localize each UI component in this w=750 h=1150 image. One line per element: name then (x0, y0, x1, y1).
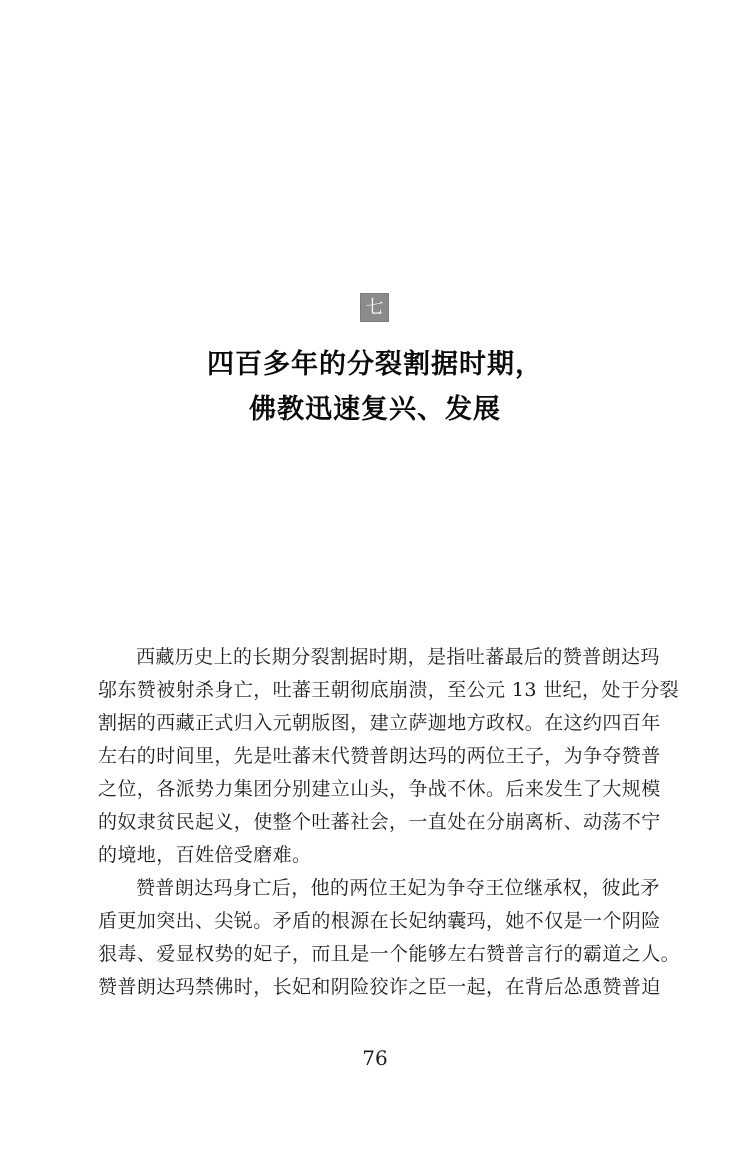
body-line: 狠毒、爱显权势的妃子，而且是一个能够左右赞普言行的霸道之人。 (98, 943, 681, 965)
body-line: 邬东赞被射杀身亡，吐蕃王朝彻底崩溃，至公元 13 世纪，处于分裂 (98, 679, 680, 701)
body-line: 左右的时间里，先是吐蕃末代赞普朗达玛的两位王子，为争夺赞普 (98, 745, 661, 767)
body-line: 赞普朗达玛禁佛时，长妃和阴险狡诈之臣一起，在背后怂恿赞普迫 (98, 976, 661, 998)
body-line: 的奴隶贫民起义，使整个吐蕃社会，一直处在分崩离析、动荡不宁 (98, 811, 661, 833)
body-line: 赞普朗达玛身亡后，他的两位王妃为争夺王位继承权，彼此矛 (136, 877, 660, 899)
body-line: 西藏历史上的长期分裂割据时期，是指吐蕃最后的赞普朗达玛 (136, 646, 660, 668)
chapter-title (0, 342, 750, 432)
page-number: 76 (362, 1046, 388, 1070)
body-line: 之位，各派势力集团分别建立山头，争战不休。后来发生了大规模 (98, 778, 661, 800)
chapter-title-line-2: 佛教迅速复兴、发展 (249, 394, 501, 425)
body-line: 割据的西藏正式归入元朝版图，建立萨迦地方政权。在这约四百年 (98, 712, 661, 734)
body-line: 的境地，百姓倍受磨难。 (98, 844, 312, 866)
chapter-title-line-1: 四百多年的分裂割据时期， (207, 349, 543, 380)
chapter-number-badge: 七 (360, 293, 389, 322)
body-line: 盾更加突出、尖锐。矛盾的根源在长妃纳囊玛，她不仅是一个阴险 (98, 910, 661, 932)
body-text (98, 641, 681, 1004)
